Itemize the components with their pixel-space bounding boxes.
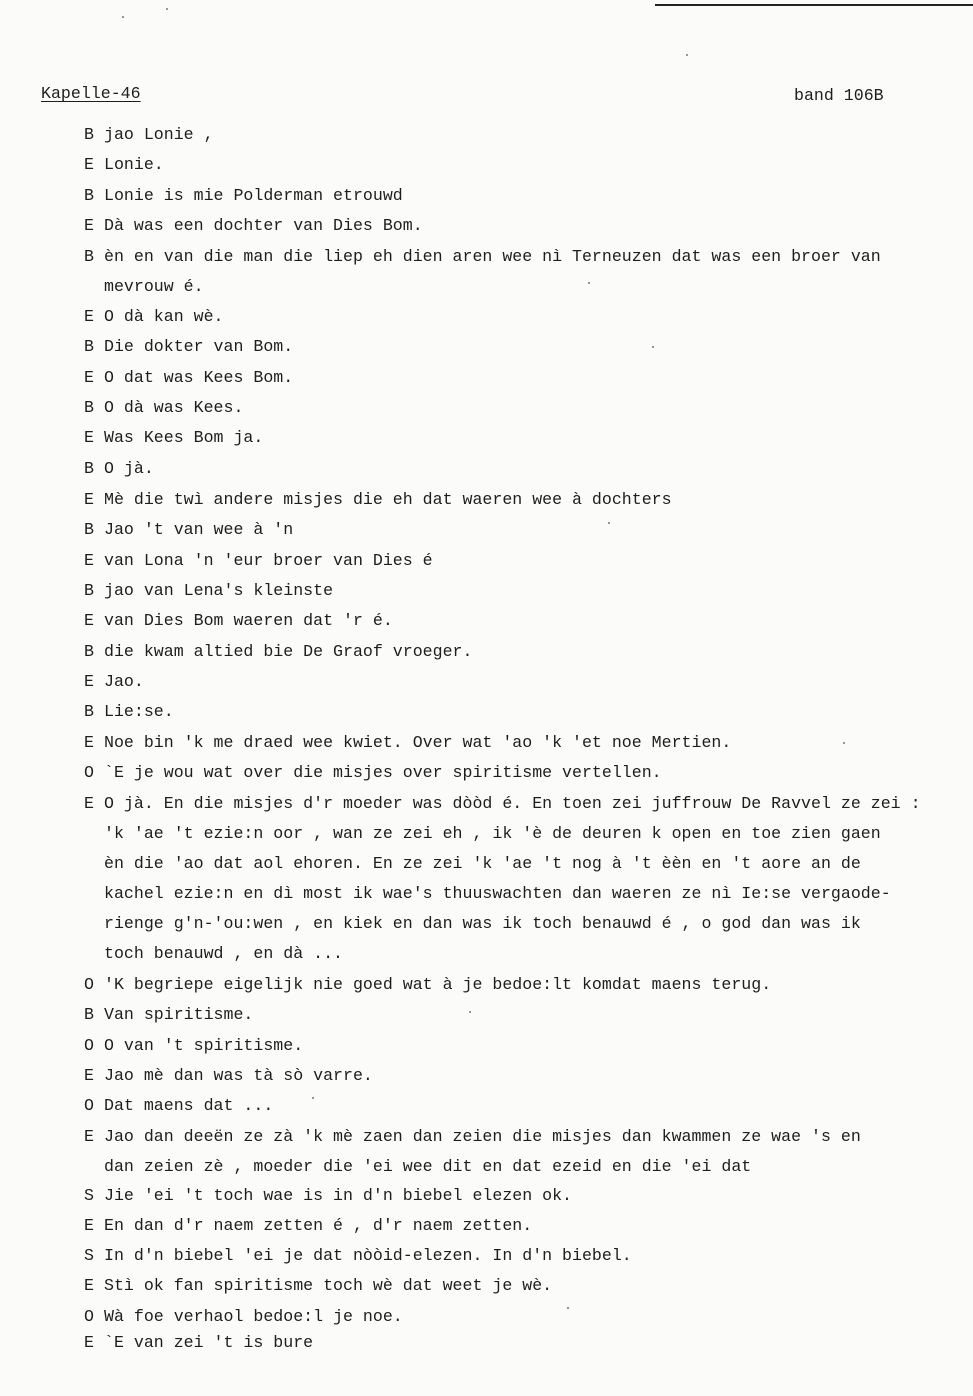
line-text: En dan d'r naem zetten é , d'r naem zetten.: [104, 1216, 533, 1235]
dialogue-line: [84, 794, 921, 814]
speaker-label: O: [84, 763, 94, 782]
speaker-label: O: [84, 1036, 94, 1055]
dialogue-line: [84, 186, 403, 206]
line-text: Lonie.: [104, 155, 164, 174]
dialogue-line: [84, 337, 293, 357]
speaker-label: B: [84, 642, 94, 661]
speaker-label: O: [84, 1307, 94, 1326]
dialogue-line: [84, 551, 433, 571]
line-text: Jao dan deeën ze zà 'k mè zaen dan zeien die misjes dan kwammen ze wae 's en: [104, 1127, 861, 1146]
speaker-label: E: [84, 733, 94, 752]
speaker-label: E: [84, 551, 94, 570]
dialogue-line: [84, 1005, 253, 1025]
speaker-label: E: [84, 1127, 94, 1146]
speaker-label: B: [84, 186, 94, 205]
speaker-label: B: [84, 398, 94, 417]
dialogue-line: [84, 1276, 552, 1296]
line-text: Dà was een dochter van Dies Bom.: [104, 216, 423, 235]
line-text: 'K begriepe eigelijk nie goed wat à je bedoe:lt komdat maens terug.: [104, 975, 772, 994]
speaker-label: S: [84, 1246, 94, 1265]
line-text: O dà kan wè.: [104, 307, 224, 326]
line-text: jao van Lena's kleinste: [104, 581, 334, 600]
dialogue-continuation: toch benauwd , en dà ...: [104, 944, 343, 963]
dialogue-line: [84, 1127, 861, 1147]
speaker-label: E: [84, 1216, 94, 1235]
line-text: In d'n biebel 'ei je dat nòòid-elezen. In d'n biebel.: [104, 1246, 632, 1265]
scan-speck: [686, 54, 688, 56]
scan-speck: [588, 282, 590, 284]
dialogue-line: [84, 216, 423, 236]
line-text: O van 't spiritisme.: [104, 1036, 304, 1055]
dialogue-line: [84, 490, 672, 510]
line-text: die kwam altied bie De Graof vroeger.: [104, 642, 473, 661]
tape-number: band 106B: [794, 86, 884, 105]
dialogue-line: [84, 368, 293, 388]
line-text: Lonie is mie Polderman etrouwd: [104, 186, 403, 205]
dialogue-line: [84, 307, 224, 327]
dialogue-line: [84, 1246, 632, 1266]
line-text: Noe bin 'k me draed wee kwiet. Over wat 'ao 'k 'et noe Mertien.: [104, 733, 732, 752]
line-text: van Dies Bom waeren dat 'r é.: [104, 611, 393, 630]
dialogue-line: [84, 398, 243, 418]
speaker-label: S: [84, 1186, 94, 1205]
line-text: `E je wou wat over die misjes over spiritisme vertellen.: [104, 763, 662, 782]
dialogue-continuation: rienge g'n-'ou:wen , en kiek en dan was ik toch benauwd é , o god dan was ik: [104, 914, 861, 933]
line-text: Dat maens dat ...: [104, 1096, 274, 1115]
dialogue-line: [84, 733, 731, 753]
dialogue-line: [84, 428, 263, 448]
speaker-label: E: [84, 794, 94, 813]
dialogue-line: [84, 581, 333, 601]
dialogue-line: [84, 611, 393, 631]
dialogue-line: [84, 155, 164, 175]
dialogue-line: [84, 459, 154, 479]
speaker-label: E: [84, 307, 94, 326]
scan-speck: [312, 1097, 314, 1099]
line-text: Jao mè dan was tà sò varre.: [104, 1066, 373, 1085]
speaker-label: E: [84, 1333, 94, 1352]
speaker-label: B: [84, 1005, 94, 1024]
dialogue-line: [84, 1216, 532, 1236]
speaker-label: B: [84, 520, 94, 539]
line-text: Jie 'ei 't toch wae is in d'n biebel elezen ok.: [104, 1186, 573, 1205]
line-text: Die dokter van Bom.: [104, 337, 294, 356]
speaker-label: E: [84, 216, 94, 235]
dialogue-line: [84, 247, 881, 267]
scan-speck: [608, 522, 610, 524]
dialogue-line: [84, 1186, 572, 1206]
speaker-label: B: [84, 459, 94, 478]
dialogue-line: [84, 1333, 313, 1353]
dialogue-line: [84, 763, 662, 783]
dialogue-line: [84, 975, 771, 995]
transcript-location: Kapelle-46: [41, 84, 141, 103]
dialogue-line: [84, 1307, 403, 1327]
top-rule: [655, 4, 973, 6]
line-text: Lie:se.: [104, 702, 174, 721]
line-text: `E van zei 't is bure: [104, 1333, 314, 1352]
line-text: Wà foe verhaol bedoe:l je noe.: [104, 1307, 403, 1326]
speaker-label: E: [84, 1066, 94, 1085]
speaker-label: E: [84, 155, 94, 174]
dialogue-continuation: dan zeien zè , moeder die 'ei wee dit en dat ezeid en die 'ei dat: [104, 1157, 752, 1176]
scan-speck: [469, 1011, 471, 1013]
dialogue-line: [84, 125, 214, 145]
speaker-label: B: [84, 247, 94, 266]
scan-speck: [122, 16, 124, 18]
line-text: Jao.: [104, 672, 144, 691]
scan-speck: [567, 1307, 569, 1309]
line-text: Mè die twì andere misjes die eh dat waeren wee à dochters: [104, 490, 672, 509]
dialogue-line: [84, 1066, 373, 1086]
speaker-label: E: [84, 672, 94, 691]
dialogue-line: [84, 672, 144, 692]
dialogue-line: [84, 1036, 303, 1056]
speaker-label: B: [84, 581, 94, 600]
speaker-label: O: [84, 975, 94, 994]
dialogue-line: [84, 520, 293, 540]
scan-speck: [843, 742, 845, 744]
line-text: O dat was Kees Bom.: [104, 368, 294, 387]
dialogue-line: [84, 1096, 273, 1116]
line-text: O jà. En die misjes d'r moeder was dòòd é. En toen zei juffrouw De Ravvel ze zei :: [104, 794, 921, 813]
speaker-label: E: [84, 490, 94, 509]
speaker-label: E: [84, 428, 94, 447]
speaker-label: E: [84, 611, 94, 630]
dialogue-continuation: kachel ezie:n en dì most ik wae's thuuswachten dan waeren ze nì Ie:se vergaode-: [104, 884, 891, 903]
line-text: Stì ok fan spiritisme toch wè dat weet je wè.: [104, 1276, 553, 1295]
speaker-label: E: [84, 1276, 94, 1295]
line-text: jao Lonie ,: [104, 125, 214, 144]
line-text: Jao 't van wee à 'n: [104, 520, 294, 539]
speaker-label: B: [84, 125, 94, 144]
line-text: Was Kees Bom ja.: [104, 428, 264, 447]
line-text: Van spiritisme.: [104, 1005, 254, 1024]
line-text: O jà.: [104, 459, 154, 478]
dialogue-continuation: èn die 'ao dat aol ehoren. En ze zei 'k 'ae 't nog à 't èèn en 't aore an de: [104, 854, 861, 873]
speaker-label: E: [84, 368, 94, 387]
speaker-label: O: [84, 1096, 94, 1115]
scan-speck: [166, 8, 168, 10]
speaker-label: B: [84, 702, 94, 721]
dialogue-line: [84, 642, 472, 662]
dialogue-line: [84, 702, 174, 722]
dialogue-continuation: 'k 'ae 't ezie:n oor , wan ze zei eh , ik 'è de deuren k open en toe zien gaen: [104, 824, 881, 843]
scan-speck: [652, 346, 654, 348]
dialogue-continuation: mevrouw é.: [104, 277, 204, 296]
line-text: èn en van die man die liep eh dien aren wee nì Terneuzen dat was een broer van: [104, 247, 881, 266]
line-text: van Lona 'n 'eur broer van Dies é: [104, 551, 433, 570]
speaker-label: B: [84, 337, 94, 356]
line-text: O dà was Kees.: [104, 398, 244, 417]
